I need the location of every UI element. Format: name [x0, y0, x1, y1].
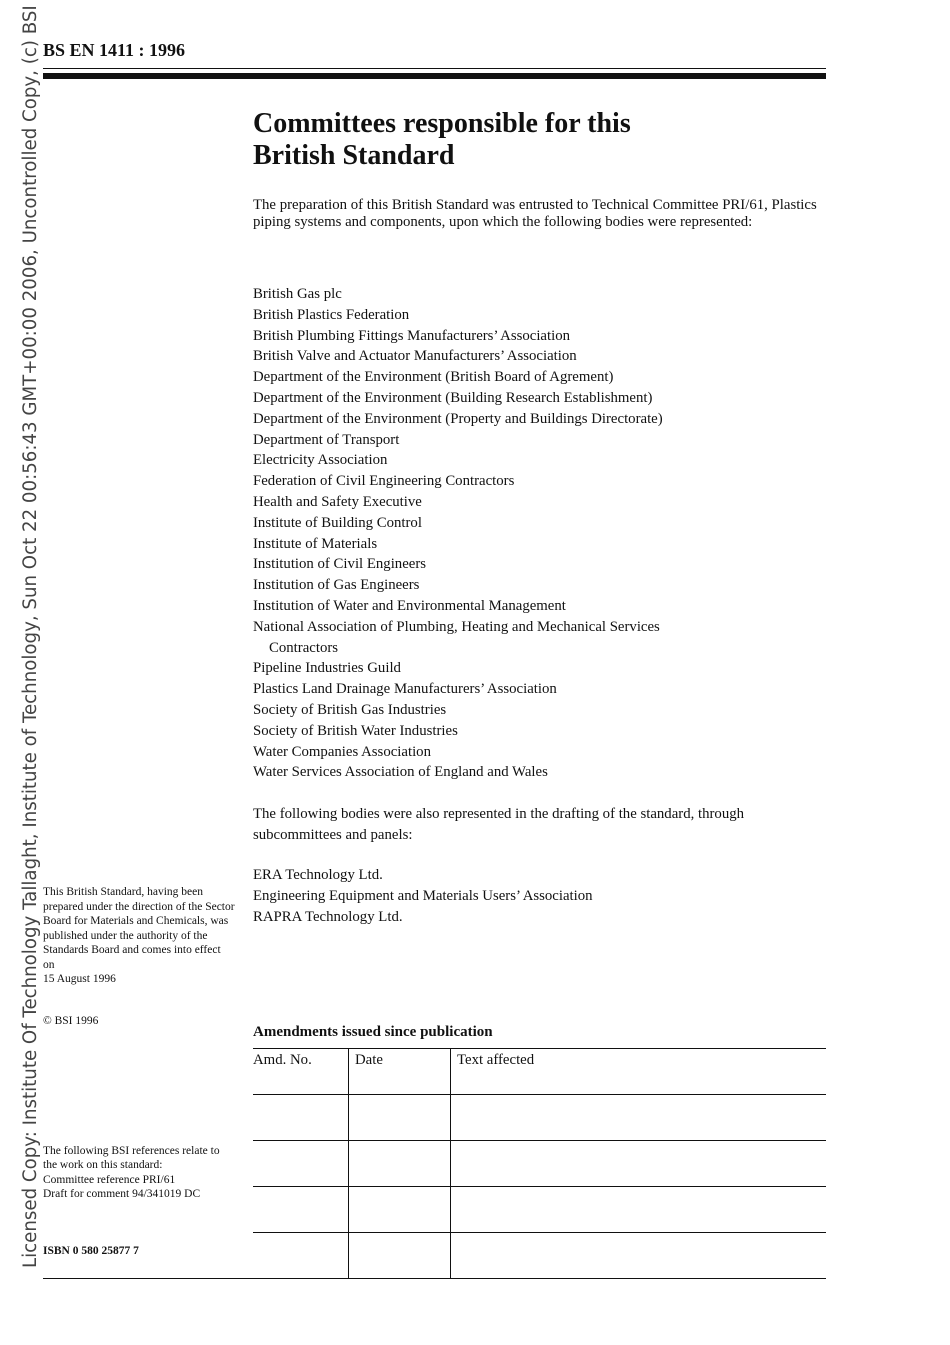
list-item: Water Companies Association — [253, 743, 431, 760]
table-cell — [451, 1095, 827, 1141]
header-text-affected: Text affected — [451, 1049, 827, 1095]
license-watermark: Licensed Copy: Institute Of Technology Tallaght, Institute of Technology, Sun Oct 22 00:56:43 GMT+00:00 2006, Uncontrolled Copy, (c) BSI — [20, 5, 41, 1268]
subcommittee-intro: The following bodies were also represented in the drafting of the standard, through subcommittees and panels: — [253, 806, 745, 843]
list-item: British Plastics Federation — [253, 306, 410, 323]
references-intro: The following BSI references relate to the work on this standard: — [43, 1145, 220, 1172]
effective-date: 15 August 1996 — [43, 973, 116, 985]
header-date: Date — [349, 1049, 451, 1095]
table-cell — [253, 1141, 349, 1187]
publication-note-text: This British Standard, having been prepared under the direction of the Sector Board for Materials and Chemicals, was published under the authority of the Standards Board and comes into effect on — [43, 886, 235, 971]
list-item: Health and Safety Executive — [253, 493, 422, 510]
list-item: Society of British Water Industries — [253, 722, 458, 739]
list-item: Department of the Environment (Property and Buildings Directorate) — [253, 410, 663, 427]
list-item: Plastics Land Drainage Manufacturers’ Association — [253, 681, 557, 698]
list-item: Electricity Association — [253, 452, 388, 469]
list-item: Engineering Equipment and Materials Users’ Association — [253, 887, 593, 904]
list-item: Institution of Gas Engineers — [253, 577, 420, 594]
page-title — [253, 108, 631, 172]
header-amd-no: Amd. No. — [253, 1049, 349, 1095]
amendments-title: Amendments issued since publication — [253, 1024, 493, 1040]
list-item: British Gas plc — [253, 286, 342, 302]
list-item: RAPRA Technology Ltd. — [253, 908, 403, 925]
list-item: Society of British Gas Industries — [253, 701, 447, 718]
list-item-continuation: Contractors — [269, 639, 339, 656]
copyright-notice: © BSI 1996 — [43, 1015, 99, 1027]
amendments-table — [253, 1048, 826, 1279]
list-item: Institution of Civil Engineers — [253, 556, 427, 573]
committee-reference: Committee reference PRI/61 — [43, 1173, 176, 1186]
table-row — [253, 1187, 826, 1233]
header-rule-thick — [43, 73, 826, 79]
list-item: Department of the Environment (British Board of Agrement) — [253, 369, 614, 386]
list-item: Water Services Association of England and Wales — [253, 764, 548, 781]
list-item: Institute of Materials — [253, 535, 378, 552]
table-cell — [253, 1187, 349, 1233]
list-item: Pipeline Industries Guild — [253, 660, 401, 677]
table-cell — [349, 1187, 451, 1233]
list-item: British Plumbing Fittings Manufacturers’ Association — [253, 327, 571, 344]
list-item: British Valve and Actuator Manufacturers’ Association — [253, 348, 577, 365]
list-item: Federation of Civil Engineering Contractors — [253, 473, 515, 490]
footer-rule — [43, 1278, 826, 1279]
page-title-line1: Committees responsible for this — [253, 108, 631, 139]
table-cell — [349, 1141, 451, 1187]
subcommittee-bodies-list — [253, 865, 593, 927]
table-cell — [451, 1141, 827, 1187]
table-header-row — [253, 1049, 826, 1095]
table-cell — [451, 1233, 827, 1279]
page-title-line2: British Standard — [253, 140, 455, 171]
table-row — [253, 1141, 826, 1187]
list-item: National Association of Plumbing, Heating and Mechanical Services — [253, 618, 660, 635]
committee-bodies-list — [253, 284, 663, 783]
table-cell — [349, 1233, 451, 1279]
table-row — [253, 1233, 826, 1279]
bsi-references — [43, 1144, 235, 1202]
document-id: BS EN 1411 : 1996 — [43, 40, 186, 60]
draft-reference: Draft for comment 94/341019 DC — [43, 1188, 201, 1201]
isbn: ISBN 0 580 25877 7 — [43, 1245, 139, 1257]
intro-paragraph: The preparation of this British Standard was entrusted to Technical Committee PRI/61, Plastics piping systems and components, upon which the following bodies were represented: — [253, 197, 817, 230]
publication-note — [43, 885, 235, 987]
header-rule-thin — [43, 68, 826, 69]
table-row — [253, 1095, 826, 1141]
table-cell — [349, 1095, 451, 1141]
list-item: Department of Transport — [253, 431, 400, 448]
table-cell — [253, 1233, 349, 1279]
list-item: ERA Technology Ltd. — [253, 867, 383, 883]
list-item: Department of the Environment (Building Research Establishment) — [253, 389, 653, 406]
table-cell — [253, 1095, 349, 1141]
list-item: Institution of Water and Environmental Management — [253, 597, 566, 614]
list-item: Institute of Building Control — [253, 514, 422, 531]
table-cell — [451, 1187, 827, 1233]
